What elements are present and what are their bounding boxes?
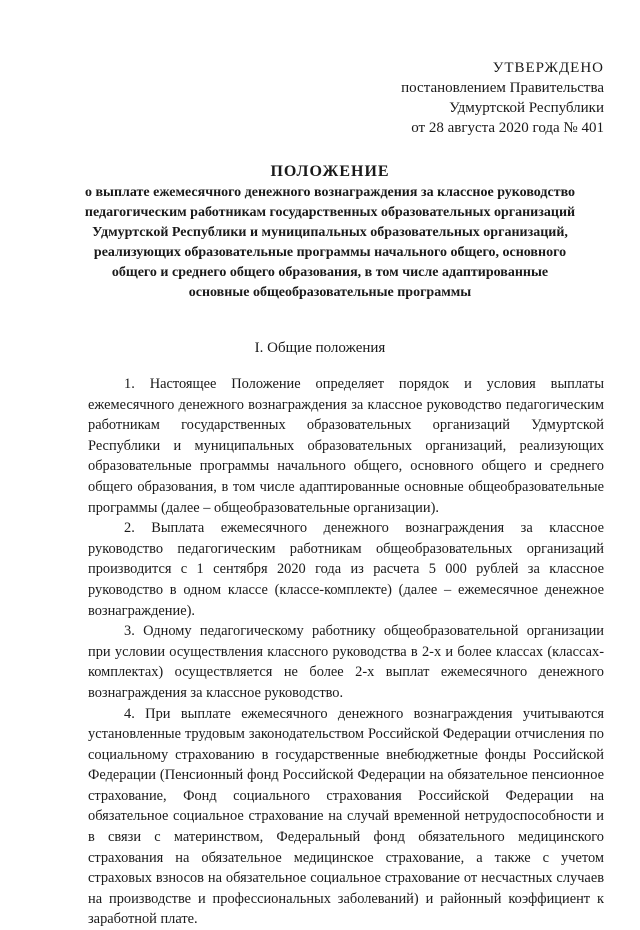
document-title: ПОЛОЖЕНИЕ bbox=[80, 163, 580, 181]
approval-heading: УТВЕРЖДЕНО bbox=[344, 58, 604, 78]
paragraph-4: 4. При выплате ежемесячного денежного вознаграждения учитываются установленные трудовым законодательством Российской Федерации отчисления по социальному страхованию в государственные внебюджетные фонды Российской Федерации (Пенсионный фонд Российской Федерации на обязательное пенсионное страхование, Фонд социального страхования Российской Федерации на обязательное социальное страхование на случай временной нетрудоспособности и в связи с материнством, Федеральный фонд обязательного медицинского страхования на обязательное медицинское страхование, а также с учетом страховых взносов на обязательное социальное страхование от несчастных случаев на производстве и профессиональных заболеваний) и районный коэффициент к заработной плате. bbox=[88, 704, 604, 930]
document-subtitle: о выплате ежемесячного денежного вознаграждения за классное руководство педагогическим работникам государственных образовательных организаций Удмуртской Республики и муниципальных образовательных организаций, реализующих образовательные программы начального общего, основного общего и среднего общего образования, в том числе адаптированные основные общеобразовательные программы bbox=[80, 183, 580, 303]
approval-line-3: от 28 августа 2020 года № 401 bbox=[344, 118, 604, 138]
document-title-block bbox=[80, 163, 580, 303]
approval-stamp bbox=[344, 58, 604, 138]
document-body bbox=[88, 374, 604, 930]
approval-line-2: Удмуртской Республики bbox=[344, 98, 604, 118]
paragraph-2: 2. Выплата ежемесячного денежного вознаграждения за классное руководство педагогическим работникам общеобразовательных организаций производится с 1 сентября 2020 года из расчета 5 000 рублей за классное руководство в одном классе (классе-комплекте) (далее – ежемесячное денежное вознаграждение). bbox=[88, 518, 604, 621]
paragraph-3: 3. Одному педагогическому работнику общеобразовательной организации при условии осуществления классного руководства в 2-х и более классах (классах-комплектах) осуществляется не более 2-х выплат ежемесячного денежного вознаграждения за классное руководство. bbox=[88, 621, 604, 703]
section-heading: I. Общие положения bbox=[0, 340, 640, 357]
approval-line-1: постановлением Правительства bbox=[344, 78, 604, 98]
paragraph-1: 1. Настоящее Положение определяет порядок и условия выплаты ежемесячного денежного вознаграждения за классное руководство педагогическим работникам государственных образовательных организаций Удмуртской Республики и муниципальных образовательных организаций, реализующих образовательные программы начального общего, основного общего и среднего общего образования, в том числе адаптированные основные общеобразовательные программы (далее – общеобразовательные организации). bbox=[88, 374, 604, 518]
